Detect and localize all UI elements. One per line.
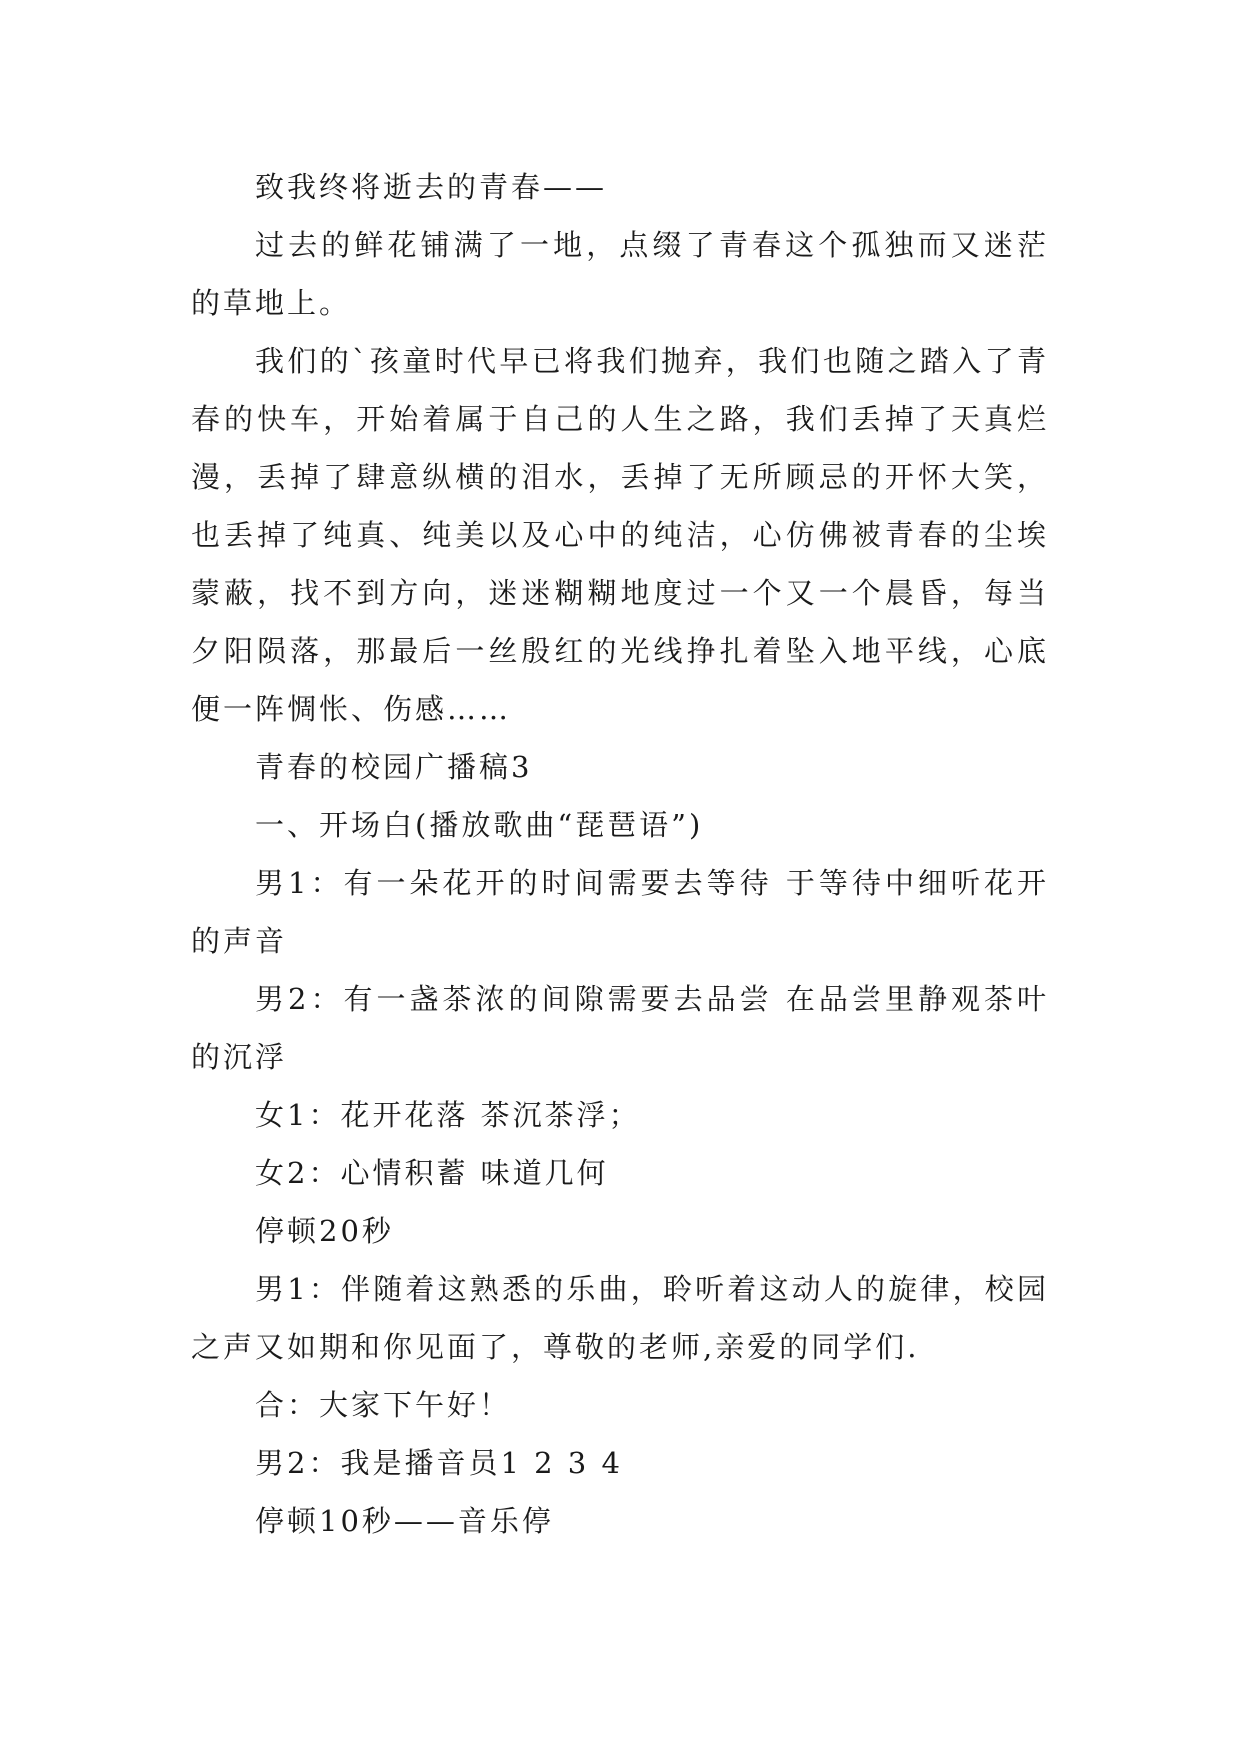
script-pause-10: 停顿10秒——音乐停: [255, 1504, 554, 1538]
script-line-male1-a: 男1：有一朵花开的时间需要去等待 于等待中细听花开的声音: [191, 866, 1049, 958]
section-title: 青春的校园广播稿3: [255, 750, 533, 784]
script-line-together: 合：大家下午好！: [255, 1388, 512, 1422]
script-line-female1: 女1：花开花落 茶沉茶浮；: [255, 1098, 641, 1132]
script-pause-20: 停顿20秒: [255, 1214, 394, 1248]
paragraph-flowers: 过去的鲜花铺满了一地，点缀了青春这个孤独而又迷茫的草地上。: [191, 228, 1049, 320]
script-line-male1-b: 男1：伴随着这熟悉的乐曲，聆听着这动人的旋律，校园之声又如期和你见面了，尊敬的老师,亲爱的同学们.: [191, 1272, 1049, 1364]
paragraph-childhood: 我们的`孩童时代早已将我们抛弃，我们也随之踏入了青春的快车，开始着属于自己的人生之路，我们丢掉了天真烂漫，丢掉了肆意纵横的泪水，丢掉了无所顾忌的开怀大笑，也丢掉了纯真、纯美以及心中的纯洁，心仿佛被青春的尘埃蒙蔽，找不到方向，迷迷糊糊地度过一个又一个晨昏，每当夕阳陨落，那最后一丝殷红的光线挣扎着坠入地平线，心底便一阵惆怅、伤感……: [191, 344, 1049, 726]
document-body: [191, 158, 1049, 1550]
script-line-male2-b: 男2：我是播音员1 2 3 4: [255, 1446, 623, 1480]
script-line-male2-a: 男2：有一盏茶浓的间隙需要去品尝 在品尝里静观茶叶的沉浮: [191, 982, 1049, 1074]
paragraph-dedication: 致我终将逝去的青春——: [255, 170, 608, 204]
script-line-female2: 女2：心情积蓄 味道几何: [255, 1156, 609, 1190]
paragraph-opening: 一、开场白(播放歌曲“琵琶语”): [255, 808, 704, 842]
